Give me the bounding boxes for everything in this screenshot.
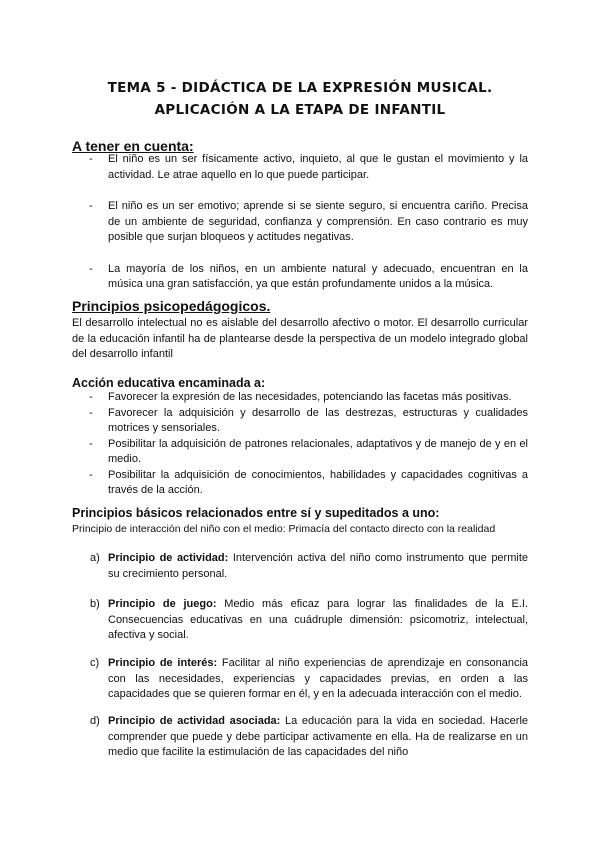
list-item-text: La mayoría de los niños, en un ambiente natural y adecuado, encuentran en la música una gran satisfacción, ya que están profundamente unidos a la música. xyxy=(108,262,528,290)
principle-text: Facilitar al niño experiencias de aprendizaje en consonancia con las necesidades, experiencias y capacidades previas, en orden a las capacidades que se quieren formar en él, y en la adecuada interacción con el medio. xyxy=(108,657,529,700)
bullet-dash: - xyxy=(89,262,93,275)
principle-item-b xyxy=(90,597,528,644)
list-item-text: Favorecer la expresión de las necesidades, potenciando las facetas más positivas. xyxy=(108,391,512,403)
principle-label: Principio de actividad asociada: xyxy=(108,715,281,727)
section2-paragraph: El desarrollo intelectual no es aislable del desarrollo afectivo o motor. El desarrollo curricular de la educación infantil ha de plantearse desde la perspectiva de un modelo integrado global del desarrollo infantil xyxy=(72,317,528,360)
list-item xyxy=(72,406,528,437)
list-marker: c) xyxy=(90,657,100,669)
principle-label: Principio de actividad: xyxy=(108,552,229,564)
list-item-text: El niño es un ser físicamente activo, inquieto, al que le gustan el movimiento y la actividad. Le atrae aquello en lo que puede participar. xyxy=(108,153,528,181)
list-item xyxy=(72,468,528,499)
document-title-line1: TEMA 5 - DIDÁCTICA DE LA EXPRESIÓN MUSICAL. xyxy=(107,80,493,96)
list-item-text: Posibilitar la adquisición de conocimientos, habilidades y capacidades cognitivas a través de la acción. xyxy=(108,468,528,496)
bullet-dash: - xyxy=(89,406,93,419)
list-item-text: Favorecer la adquisición y desarrollo de las destrezas, estructuras y cualidades motrices y sensoriales. xyxy=(108,406,528,434)
list-item-text: Posibilitar la adquisición de patrones relacionales, adaptativos y de manejo de y en el medio. xyxy=(108,437,528,465)
section3-heading: Acción educativa encaminada a: xyxy=(72,376,266,390)
section1-heading: A tener en cuenta: xyxy=(72,138,194,154)
list-marker: a) xyxy=(90,552,100,564)
principle-text: Intervención activa del niño como instrumento que permite su crecimiento personal. xyxy=(108,552,528,580)
bullet-dash: - xyxy=(89,200,93,212)
section3-list xyxy=(72,390,528,499)
principle-item-c xyxy=(90,656,528,703)
section1-list xyxy=(72,152,528,293)
principle-label: Principio de juego: xyxy=(108,598,217,610)
bullet-dash: - xyxy=(89,153,93,165)
principle-item-d xyxy=(90,714,528,761)
section4-intro: Principio de interacción del niño con el medio: Primacía del contacto directo con la realidad xyxy=(72,523,496,535)
list-marker: d) xyxy=(90,715,100,727)
principle-text: La educación para la vida en sociedad. Hacerle comprender que puede y debe participar activamente en ella. Ha de realizarse en un medio que facilite la estimulación de las capacidades del niño xyxy=(108,715,528,758)
bullet-dash: - xyxy=(89,391,93,403)
principle-item-a xyxy=(90,551,528,582)
list-item xyxy=(72,262,528,293)
list-marker: b) xyxy=(90,598,100,610)
section2-heading: Principios psicopedágogicos. xyxy=(72,298,271,314)
principle-text: Medio más eficaz para lograr las finalidades de la E.I. Consecuencias educativas en una cuádruple dimensión: psicomotriz, intelectual, afectiva y social. xyxy=(108,598,528,641)
principle-label: Principio de interés: xyxy=(108,657,218,669)
section4-heading: Principios básicos relacionados entre sí y supeditados a uno: xyxy=(72,506,440,520)
list-item xyxy=(72,437,528,468)
list-item xyxy=(72,199,528,246)
list-item-text: El niño es un ser emotivo; aprende si se siente seguro, si encuentra cariño. Precisa de un ambiente de seguridad, confianza y comprensión. En caso contrario es muy posible que surjan bloqueos y actitudes negativas. xyxy=(108,200,528,243)
bullet-dash: - xyxy=(89,437,93,450)
document-title-line2: APLICACIÓN A LA ETAPA DE INFANTIL xyxy=(154,102,446,118)
list-item xyxy=(72,390,528,406)
bullet-dash: - xyxy=(89,468,93,481)
list-item xyxy=(72,152,528,183)
